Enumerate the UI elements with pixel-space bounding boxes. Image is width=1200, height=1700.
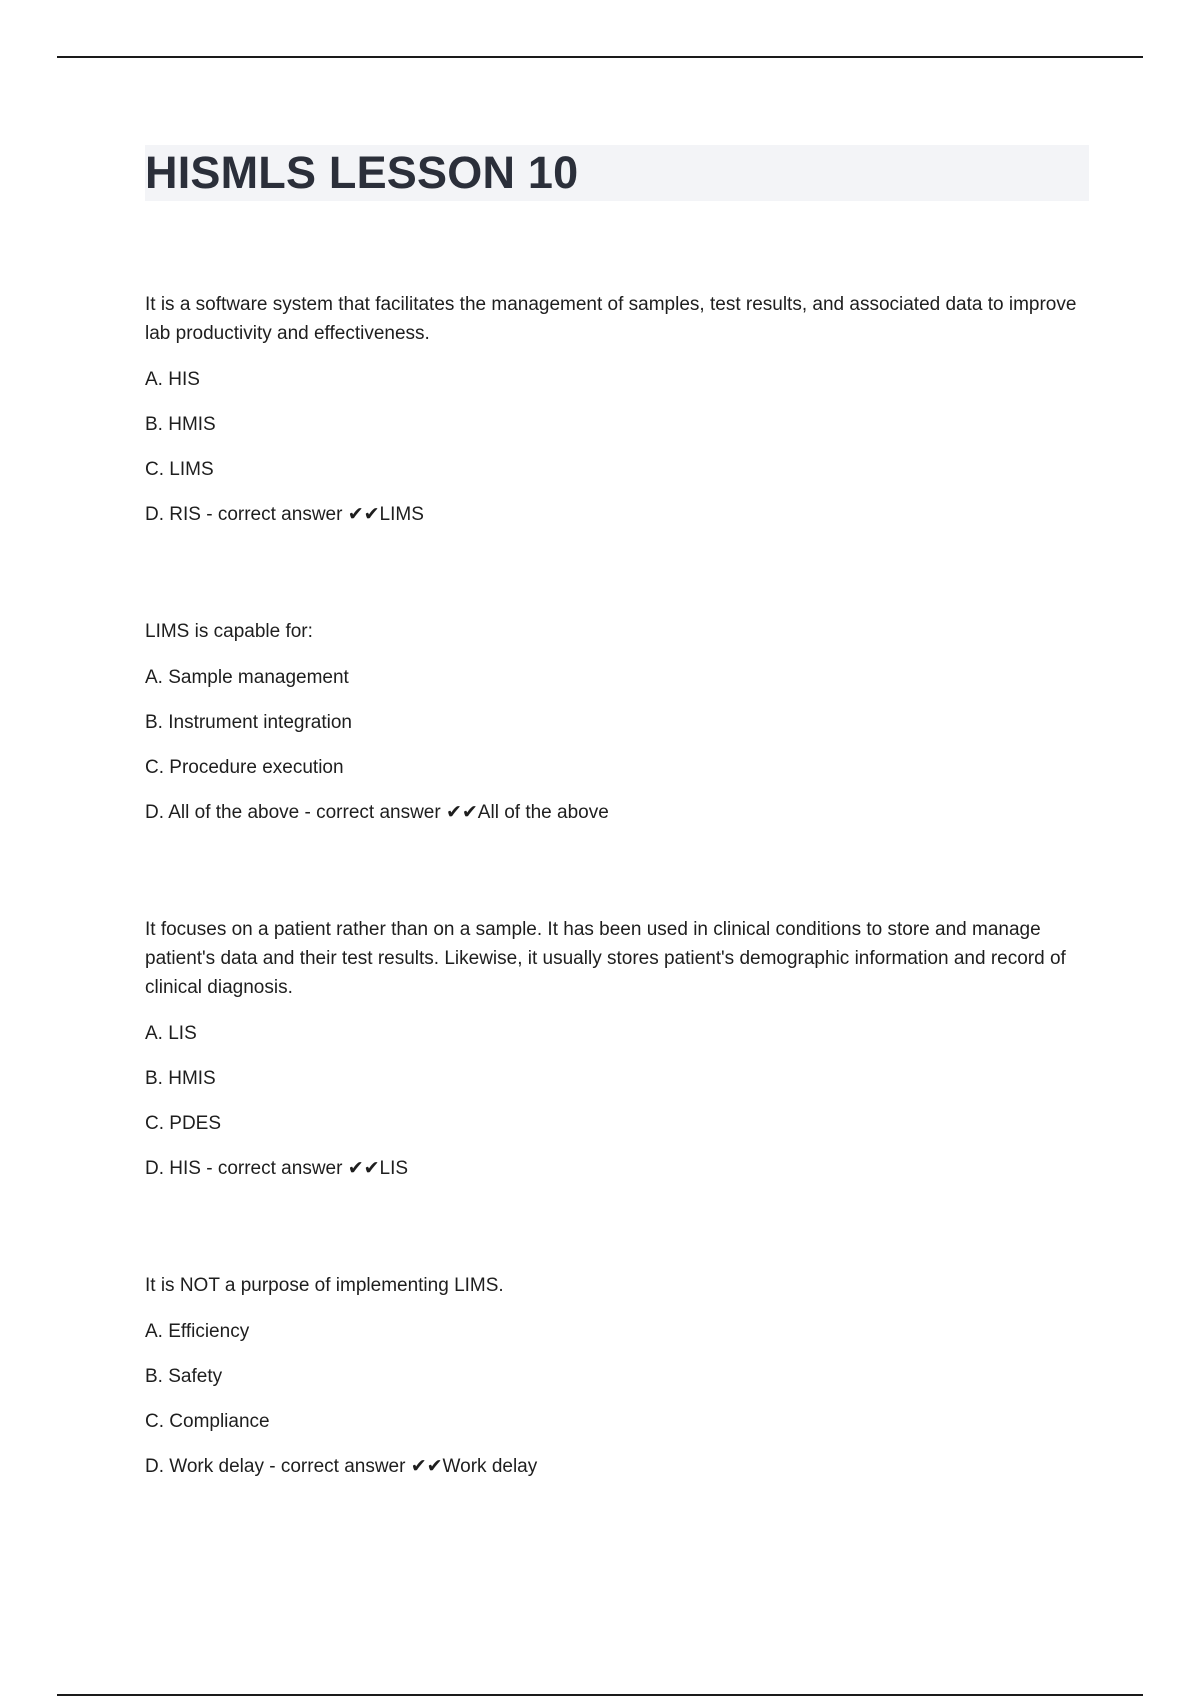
question-text: It is NOT a purpose of implementing LIMS.	[145, 1275, 504, 1296]
answer-option: C. PDES	[145, 1113, 222, 1134]
answer-option: C. Compliance	[145, 1411, 270, 1432]
answer-option: B. HMIS	[145, 414, 216, 435]
question-block	[145, 617, 1085, 827]
question-text: It focuses on a patient rather than on a sample. It has been used in clinical conditions to store and manage patient's data and their test results. Likewise, it usually stores patient's demographic information and record of clinical diagnosis.	[145, 919, 1066, 998]
question-block	[145, 1271, 1085, 1481]
top-rule	[57, 56, 1143, 58]
questions-list	[145, 290, 1085, 1569]
answer-option: A. Efficiency	[145, 1321, 250, 1342]
answer-option: A. LIS	[145, 1023, 197, 1044]
question-block	[145, 290, 1085, 529]
answer-option: A. HIS	[145, 369, 200, 390]
answer-option: D. All of the above - correct answer ✔✔All of the above	[145, 802, 609, 823]
answer-option: A. Sample management	[145, 667, 349, 688]
question-text: LIMS is capable for:	[145, 621, 313, 642]
page-title: HISMLS LESSON 10	[145, 147, 579, 198]
answer-option: D. RIS - correct answer ✔✔LIMS	[145, 504, 424, 525]
answer-option: C. Procedure execution	[145, 757, 344, 778]
answer-option: D. HIS - correct answer ✔✔LIS	[145, 1158, 409, 1179]
answer-option: C. LIMS	[145, 459, 214, 480]
answer-option: B. Safety	[145, 1366, 223, 1387]
answer-option: D. Work delay - correct answer ✔✔Work delay	[145, 1456, 538, 1477]
answer-option: B. HMIS	[145, 1068, 216, 1089]
answer-option: B. Instrument integration	[145, 712, 352, 733]
question-text: It is a software system that facilitates the management of samples, test results, and associated data to improve lab productivity and effectiveness.	[145, 294, 1077, 344]
question-block	[145, 915, 1085, 1183]
bottom-rule	[57, 1694, 1143, 1696]
